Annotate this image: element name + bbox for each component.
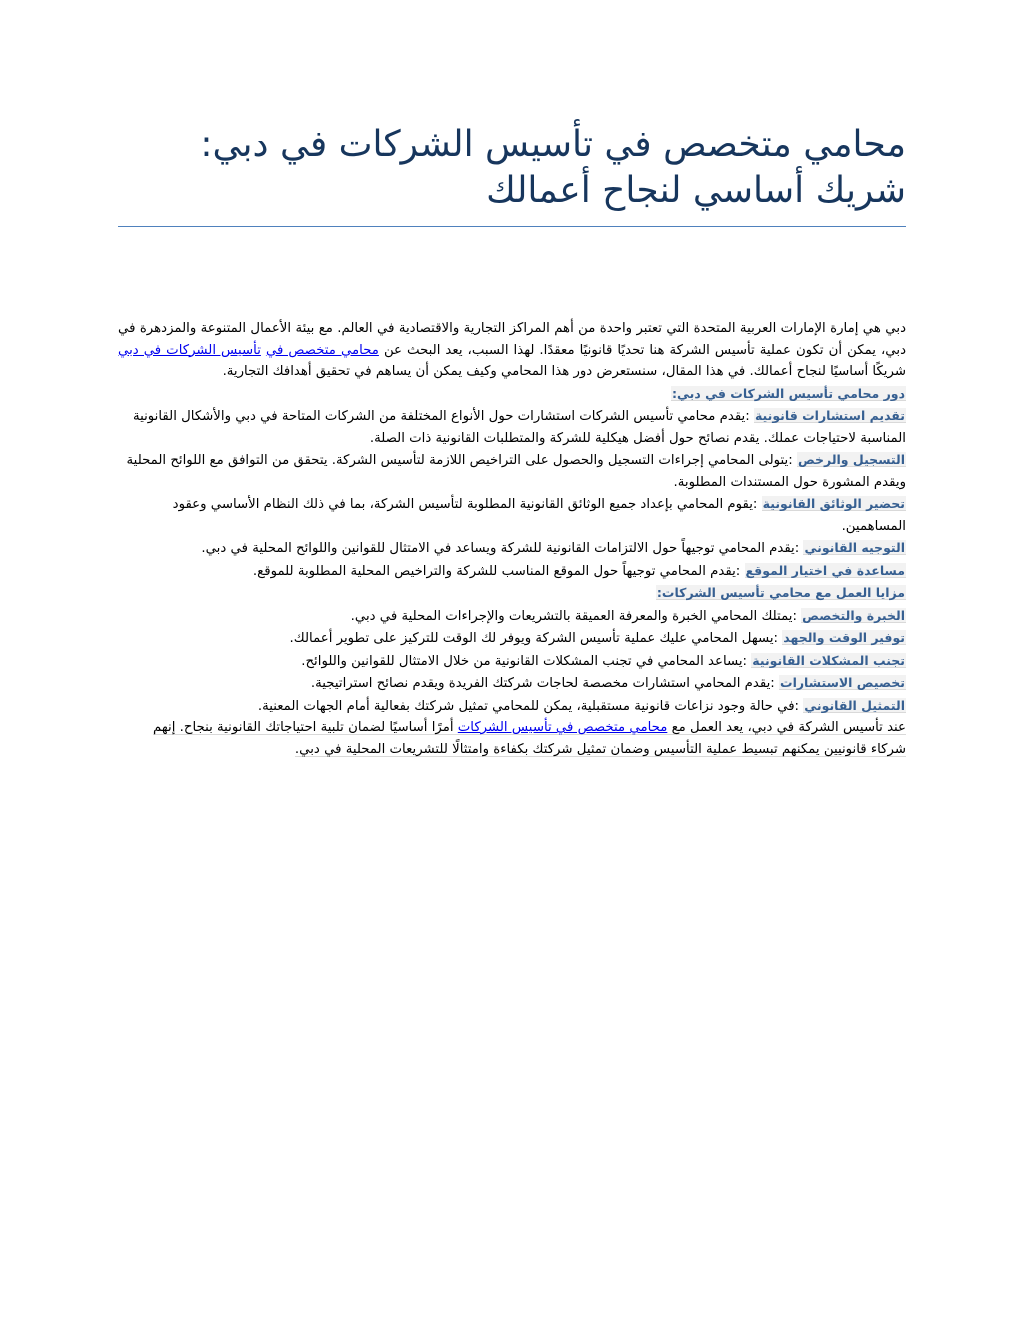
benefits-section-heading [118,582,906,605]
link-lawyer-specialist[interactable]: محامي متخصص في [265,342,379,358]
link-company-formation-dubai[interactable]: تأسيس الشركات في دبي [118,342,261,358]
document-page [118,0,906,1325]
role-item-text: :يقدم المحامي توجيهاً حول الالتزامات القانونية للشركة ويساعد في الامتثال للقوانين واللوائح المحلية في دبي. [201,541,800,556]
benefit-item-label: توفير الوقت والجهد [783,630,905,645]
role-item [118,405,906,449]
role-item-label: تحضير الوثائق القانونية [762,496,905,511]
role-item-text: :يتولى المحامي إجراءات التسجيل والحصول على التراخيص اللازمة لتأسيس الشركة. يتحقق من التوافق مع اللوائح المحلية ويقدم المشورة حول المستندات المطلوبة. [126,453,906,490]
role-item-label: مساعدة في اختيار الموقع [745,562,905,578]
role-heading-text: دور محامي تأسيس الشركات في دبي: [671,385,905,401]
role-item-label: تقديم استشارات قانونية [754,408,905,423]
benefit-item-label: الخبرة والتخصص [802,607,905,623]
benefit-item [118,672,906,695]
benefit-item-text: :يسهل المحامي عليك عملية تأسيس الشركة ويوفر لك الوقت للتركيز على تطوير أعمالك. [289,631,778,646]
role-item [118,493,906,537]
link-lawyer-company-formation[interactable]: محامي متخصص في تأسيس الشركات [457,720,668,735]
role-item-label: التوجيه القانوني [804,540,905,555]
page-title: محامي متخصص في تأسيس الشركات في دبي: شريك أساسي لنجاح أعمالك [200,124,906,211]
closing-text-end: أمرًا أساسيًا لضمان تلبية احتياجاتك القانونية بنجاح. إنهم شركاء قانونيين يمكنهم تبسيط عملية التأسيس وضمان تمثيل شركتك بكفاءة وامتثالًا للتشريعات المحلية في دبي. [153,720,906,757]
role-item-label: التسجيل والرخص [797,452,905,467]
benefit-item-text: :يقدم المحامي استشارات مخصصة لحاجات شركتك الفريدة ويقدم نصائح استراتيجية. [310,676,775,691]
benefit-item [118,627,906,650]
role-item [118,449,906,493]
intro-paragraph [118,318,906,383]
benefit-item [118,650,906,673]
intro-text-start: دبي هي إمارة الإمارات العربية المتحدة التي تعتبر واحدة من أهم المراكز التجارية والاقتصادية في العالم. مع بيئة الأعمال المتنوعة والمزدهرة في دبي، يمكن أن تكون عملية تأسيس الشركة هنا تحديًا قانونيًا معقدًا. لهذا السبب، يعد البحث عن [118,321,906,358]
benefit-item-label: تجنب المشكلات القانونية [752,652,905,668]
benefit-item [118,695,906,718]
article-body [118,318,906,760]
role-item [118,537,906,560]
role-section-heading [118,383,906,406]
closing-paragraph [118,717,906,760]
benefit-item-text: :في حالة وجود نزاعات قانونية مستقبلية، يمكن للمحامي تمثيل شركتك بفعالية أمام الجهات المعنية. [257,698,800,714]
benefit-item-text: :يساعد المحامي في تجنب المشكلات القانونية من خلال الامتثال للقوانين واللوائح. [301,653,748,669]
benefits-heading-text: مزايا العمل مع محامي تأسيس الشركات: [656,585,905,600]
benefit-item-label: التمثيل القانوني [804,697,905,713]
closing-text-wrap [153,720,906,757]
title-divider [118,226,906,227]
intro-text-end: شريكًا أساسيًا لنجاح أعمالك. في هذا المقال، سنستعرض دور هذا المحامي وكيف يمكن أن يساهم في تحقيق أهدافك التجارية. [222,364,906,379]
benefit-item-text: :يمتلك المحامي الخبرة والمعرفة العميقة بالتشريعات والإجراءات المحلية في دبي. [350,608,797,624]
benefit-item [118,605,906,628]
benefit-item-label: تخصيص الاستشارات [780,675,905,690]
role-item-text: :يقدم المحامي توجيهاً حول الموقع المناسب للشركة والتراخيص المحلية المطلوبة للموقع. [252,563,741,579]
role-item-text: :يقدم محامي تأسيس الشركات استشارات حول الأنواع المختلفة من الشركات المتاحة في دبي والأشكال القانونية المناسبة لاحتياجات عملك. يقدم نصائح حول أفضل هيكلية للشركة والمتطلبات القانونية ذات الصلة. [132,409,906,446]
role-item-text: :يقوم المحامي بإعداد جميع الوثائق القانونية المطلوبة لتأسيس الشركة، بما في ذلك النظام الأساسي وعقود المساهمين. [172,497,906,534]
closing-text-start: عند تأسيس الشركة في دبي، يعد العمل مع [667,720,906,735]
role-item [118,560,906,583]
